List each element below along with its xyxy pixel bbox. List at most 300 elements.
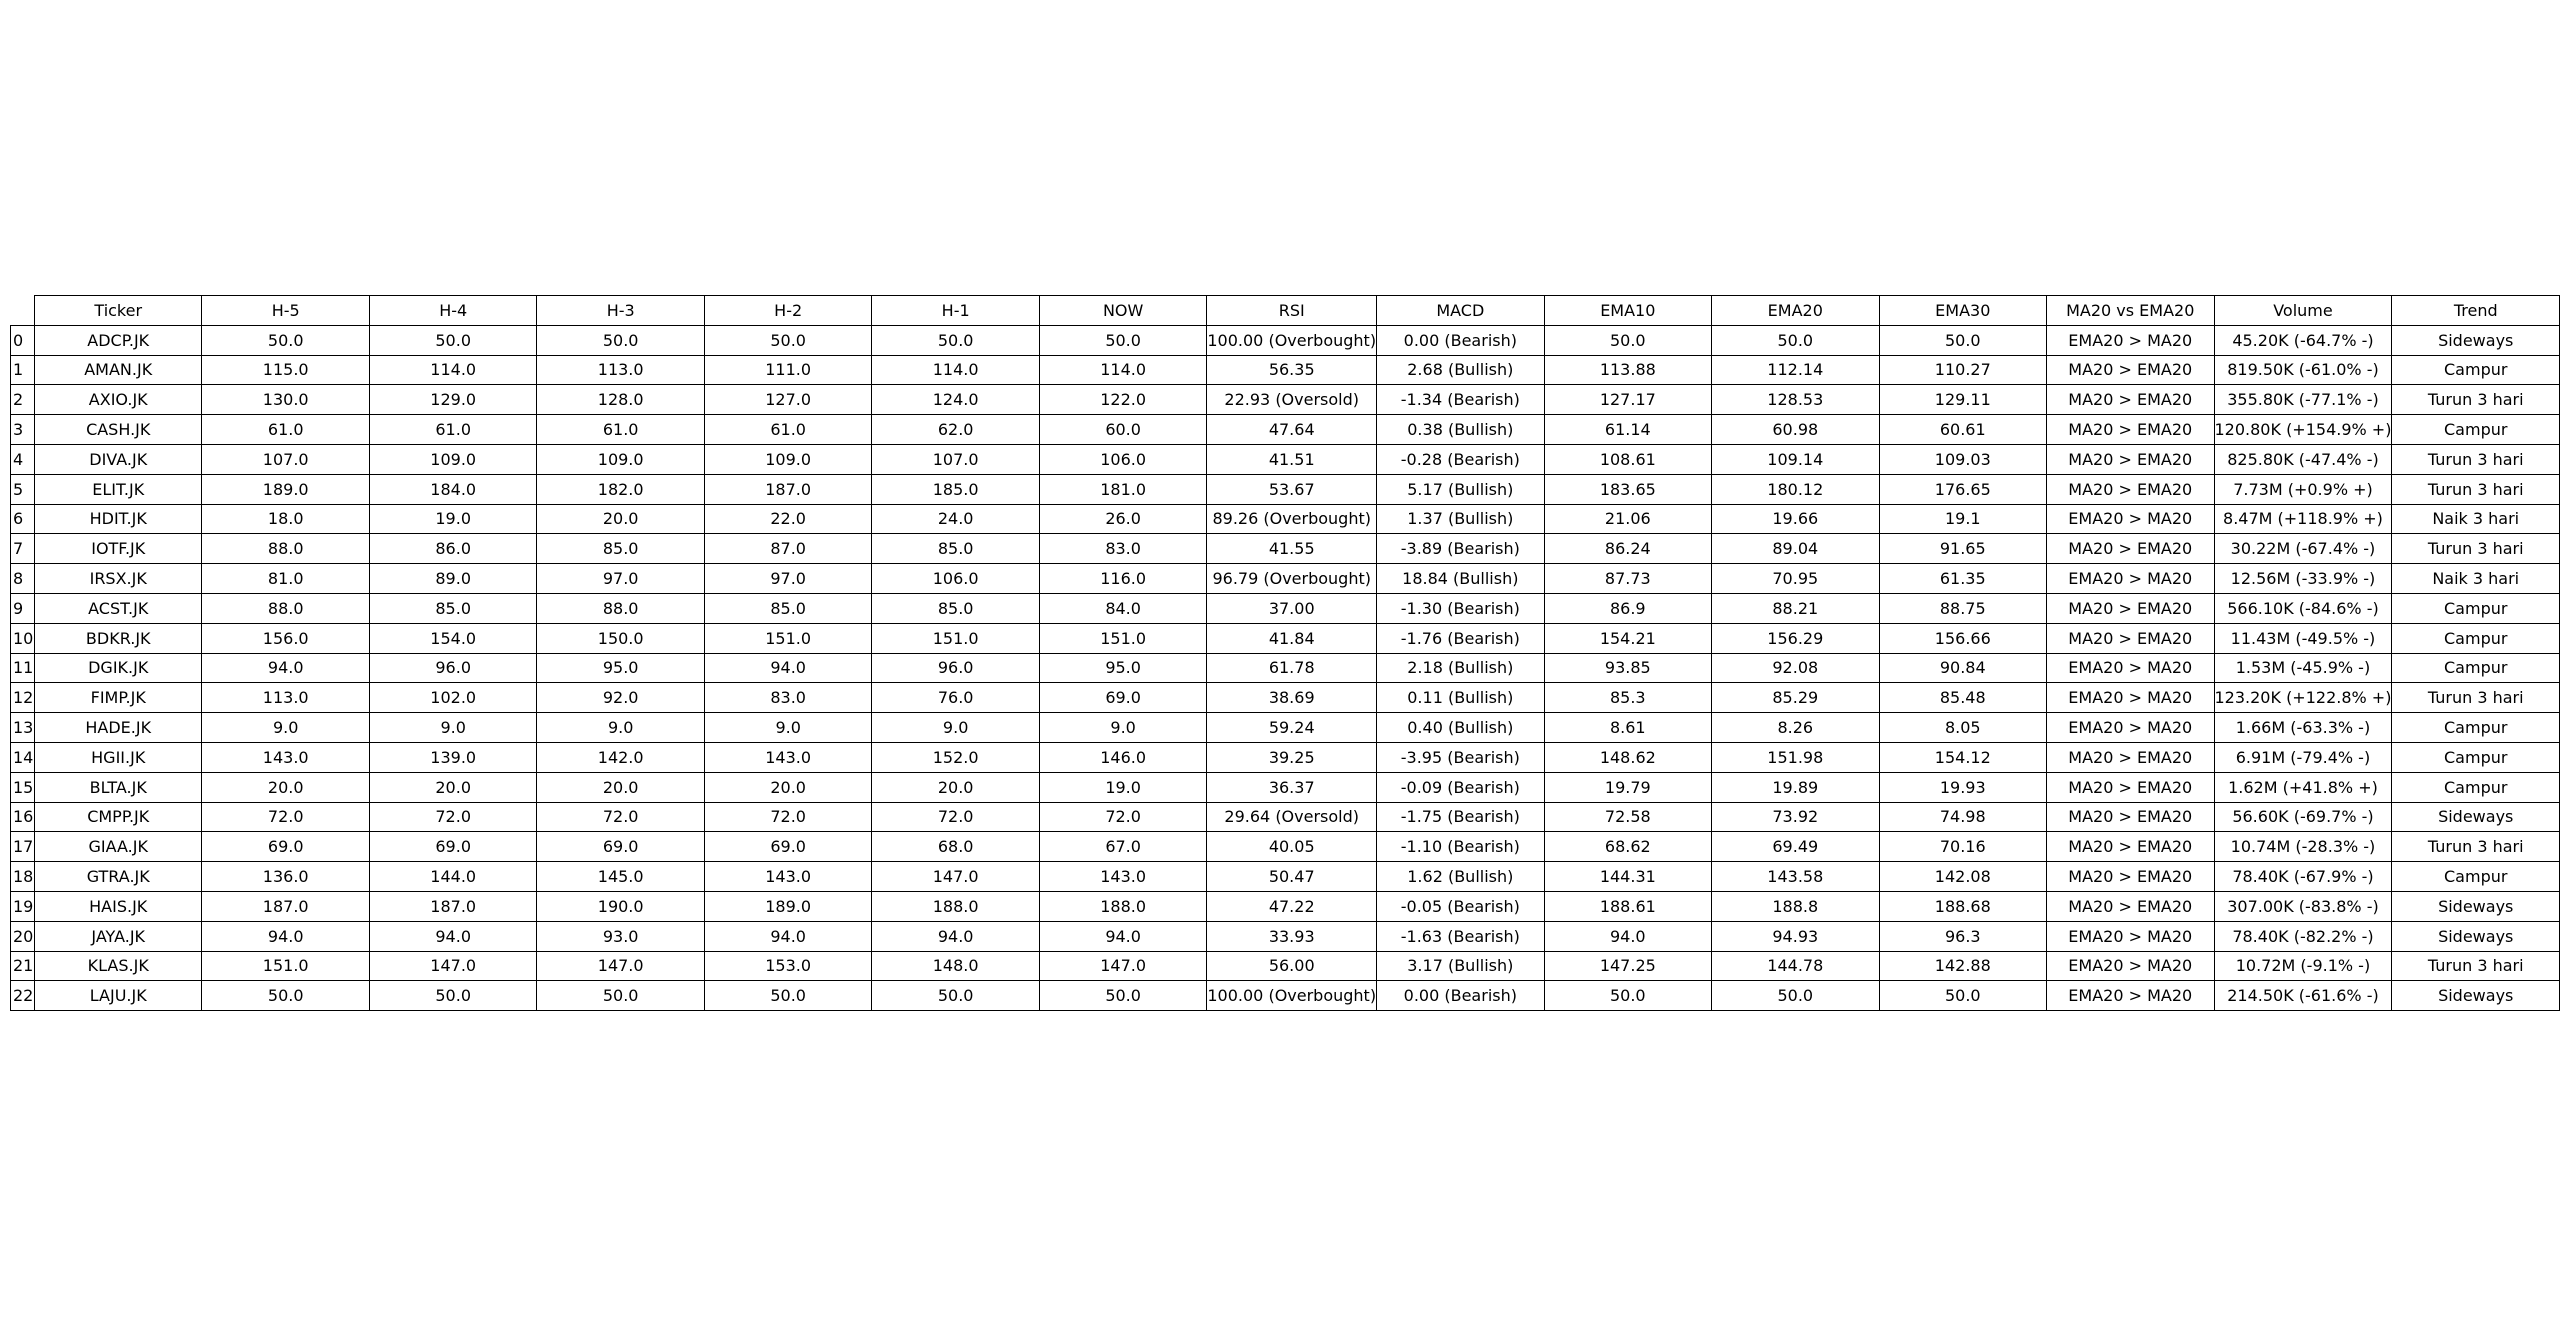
table-row [11,325,2560,355]
table-cell: 88.75 [1879,593,2046,623]
table-cell: 61.0 [369,415,536,445]
table-cell: 19.79 [1544,772,1711,802]
table-cell: 144.78 [1712,951,1879,981]
table-cell: 20.0 [872,772,1039,802]
table-cell: 78.40K (-82.2% -) [2214,921,2392,951]
table-cell: 69.0 [1039,683,1206,713]
table-cell: 60.0 [1039,415,1206,445]
table-cell: 136.0 [202,862,369,892]
row-index: 8 [11,564,35,594]
column-header: H-3 [537,296,704,326]
table-cell: HADE.JK [34,713,201,743]
table-cell: 61.0 [704,415,871,445]
table-cell: 188.8 [1712,891,1879,921]
table-cell: 96.79 (Overbought) [1207,564,1377,594]
table-cell: Campur [2392,623,2560,653]
table-cell: 189.0 [202,474,369,504]
table-cell: MA20 > EMA20 [2047,891,2214,921]
table-cell: 94.0 [202,921,369,951]
table-row [11,385,2560,415]
table-cell: 20.0 [704,772,871,802]
row-index: 5 [11,474,35,504]
table-cell: 20.0 [537,504,704,534]
table-cell: 129.0 [369,385,536,415]
table-cell: 69.0 [369,832,536,862]
table-cell: 94.0 [704,921,871,951]
table-cell: JAYA.JK [34,921,201,951]
table-cell: 184.0 [369,474,536,504]
table-cell: -1.75 (Bearish) [1377,802,1544,832]
table-cell: Campur [2392,355,2560,385]
table-cell: 88.0 [537,593,704,623]
table-cell: Turun 3 hari [2392,832,2560,862]
table-row [11,474,2560,504]
table-cell: 109.0 [537,444,704,474]
table-cell: EMA20 > MA20 [2047,921,2214,951]
table-cell: 111.0 [704,355,871,385]
table-row [11,593,2560,623]
table-cell: 151.0 [202,951,369,981]
table-cell: 1.62 (Bullish) [1377,862,1544,892]
table-cell: GTRA.JK [34,862,201,892]
table-cell: MA20 > EMA20 [2047,534,2214,564]
table-cell: 47.22 [1207,891,1377,921]
table-cell: 9.0 [1039,713,1206,743]
table-cell: 89.04 [1712,534,1879,564]
table-cell: MA20 > EMA20 [2047,802,2214,832]
table-cell: 147.25 [1544,951,1711,981]
table-cell: 94.0 [202,653,369,683]
table-row [11,564,2560,594]
table-cell: 1.62M (+41.8% +) [2214,772,2392,802]
table-cell: 95.0 [1039,653,1206,683]
table-cell: -1.30 (Bearish) [1377,593,1544,623]
table-cell: 147.0 [369,951,536,981]
table-cell: 143.0 [704,862,871,892]
row-index: 15 [11,772,35,802]
table-cell: 127.0 [704,385,871,415]
table-cell: 94.93 [1712,921,1879,951]
table-cell: MA20 > EMA20 [2047,474,2214,504]
table-cell: 92.08 [1712,653,1879,683]
table-cell: 188.68 [1879,891,2046,921]
table-cell: -1.76 (Bearish) [1377,623,1544,653]
table-cell: 8.05 [1879,713,2046,743]
table-cell: 53.67 [1207,474,1377,504]
table-cell: 50.0 [1879,981,2046,1011]
table-cell: 61.0 [537,415,704,445]
table-cell: 110.27 [1879,355,2046,385]
table-cell: Campur [2392,415,2560,445]
table-cell: 114.0 [369,355,536,385]
row-index: 20 [11,921,35,951]
table-cell: IOTF.JK [34,534,201,564]
table-cell: 143.0 [202,742,369,772]
table-cell: Turun 3 hari [2392,951,2560,981]
table-cell: Naik 3 hari [2392,564,2560,594]
row-index: 6 [11,504,35,534]
table-cell: 129.11 [1879,385,2046,415]
column-header: Volume [2214,296,2392,326]
table-cell: 151.98 [1712,742,1879,772]
row-index: 19 [11,891,35,921]
table-cell: 142.0 [537,742,704,772]
table-cell: 113.0 [537,355,704,385]
table-cell: 61.14 [1544,415,1711,445]
table-cell: Campur [2392,713,2560,743]
table-cell: 50.0 [202,981,369,1011]
table-cell: 139.0 [369,742,536,772]
table-cell: 19.0 [369,504,536,534]
table-cell: 142.88 [1879,951,2046,981]
table-cell: 91.65 [1879,534,2046,564]
table-cell: 115.0 [202,355,369,385]
table-cell: 108.61 [1544,444,1711,474]
table-cell: 78.40K (-67.9% -) [2214,862,2392,892]
table-cell: 2.18 (Bullish) [1377,653,1544,683]
column-header: MACD [1377,296,1544,326]
table-cell: HAIS.JK [34,891,201,921]
table-cell: 26.0 [1039,504,1206,534]
table-cell: 70.95 [1712,564,1879,594]
table-cell: Turun 3 hari [2392,385,2560,415]
table-cell: 112.14 [1712,355,1879,385]
row-index: 17 [11,832,35,862]
table-cell: 86.9 [1544,593,1711,623]
table-cell: 6.91M (-79.4% -) [2214,742,2392,772]
table-cell: 69.0 [704,832,871,862]
table-cell: 72.0 [369,802,536,832]
table-cell: 19.93 [1879,772,2046,802]
table-cell: 19.89 [1712,772,1879,802]
table-cell: 96.3 [1879,921,2046,951]
table-row [11,891,2560,921]
table-cell: 142.08 [1879,862,2046,892]
table-cell: Turun 3 hari [2392,444,2560,474]
table-cell: 148.62 [1544,742,1711,772]
table-cell: 29.64 (Oversold) [1207,802,1377,832]
table-cell: 95.0 [537,653,704,683]
table-cell: 109.14 [1712,444,1879,474]
column-header: Ticker [34,296,201,326]
table-cell: EMA20 > MA20 [2047,683,2214,713]
table-cell: 1.66M (-63.3% -) [2214,713,2392,743]
table-cell: 36.37 [1207,772,1377,802]
table-cell: ACST.JK [34,593,201,623]
row-index: 22 [11,981,35,1011]
table-row [11,772,2560,802]
table-cell: HGII.JK [34,742,201,772]
column-header: EMA30 [1879,296,2046,326]
table-cell: 97.0 [704,564,871,594]
table-cell: 72.0 [1039,802,1206,832]
table-cell: 9.0 [704,713,871,743]
table-cell: Sideways [2392,325,2560,355]
table-cell: 9.0 [369,713,536,743]
table-cell: 113.88 [1544,355,1711,385]
table-cell: DIVA.JK [34,444,201,474]
table-cell: 114.0 [1039,355,1206,385]
table-cell: -0.05 (Bearish) [1377,891,1544,921]
table-cell: 825.80K (-47.4% -) [2214,444,2392,474]
table-cell: 83.0 [704,683,871,713]
table-cell: 88.0 [202,534,369,564]
column-header: MA20 vs EMA20 [2047,296,2214,326]
table-cell: 72.58 [1544,802,1711,832]
table-cell: 83.0 [1039,534,1206,564]
table-cell: 176.65 [1879,474,2046,504]
table-cell: 154.12 [1879,742,2046,772]
table-cell: 127.17 [1544,385,1711,415]
table-cell: 19.1 [1879,504,2046,534]
table-cell: 154.0 [369,623,536,653]
table-cell: 90.84 [1879,653,2046,683]
row-index: 12 [11,683,35,713]
table-cell: HDIT.JK [34,504,201,534]
table-cell: 100.00 (Overbought) [1207,981,1377,1011]
table-cell: 50.0 [704,981,871,1011]
table-cell: 69.49 [1712,832,1879,862]
table-cell: 188.0 [872,891,1039,921]
table-cell: 61.0 [202,415,369,445]
table-cell: 94.0 [369,921,536,951]
table-cell: MA20 > EMA20 [2047,593,2214,623]
table-cell: 50.0 [537,325,704,355]
table-row [11,623,2560,653]
table-cell: BLTA.JK [34,772,201,802]
table-cell: CMPP.JK [34,802,201,832]
table-cell: 116.0 [1039,564,1206,594]
table-cell: 86.24 [1544,534,1711,564]
column-header: EMA20 [1712,296,1879,326]
table-cell: ELIT.JK [34,474,201,504]
table-cell: 67.0 [1039,832,1206,862]
table-cell: 45.20K (-64.7% -) [2214,325,2392,355]
table-cell: 0.00 (Bearish) [1377,981,1544,1011]
table-cell: 21.06 [1544,504,1711,534]
table-cell: 124.0 [872,385,1039,415]
table-cell: 189.0 [704,891,871,921]
row-index: 16 [11,802,35,832]
table-cell: 123.20K (+122.8% +) [2214,683,2392,713]
table-cell: 109.0 [704,444,871,474]
table-cell: 151.0 [1039,623,1206,653]
table-cell: MA20 > EMA20 [2047,415,2214,445]
table-cell: ADCP.JK [34,325,201,355]
table-cell: 93.0 [537,921,704,951]
table-cell: 143.0 [704,742,871,772]
table-cell: 151.0 [872,623,1039,653]
table-cell: 89.0 [369,564,536,594]
table-cell: 72.0 [704,802,871,832]
table-cell: 183.65 [1544,474,1711,504]
table-cell: 9.0 [202,713,369,743]
table-cell: 50.0 [202,325,369,355]
table-cell: -1.34 (Bearish) [1377,385,1544,415]
table-cell: 187.0 [202,891,369,921]
table-row [11,951,2560,981]
table-row [11,534,2560,564]
column-header: NOW [1039,296,1206,326]
table-cell: 76.0 [872,683,1039,713]
table-cell: 19.0 [1039,772,1206,802]
table-cell: 50.0 [537,981,704,1011]
table-cell: 22.0 [704,504,871,534]
table-cell: 120.80K (+154.9% +) [2214,415,2392,445]
table-cell: 182.0 [537,474,704,504]
table-cell: 8.26 [1712,713,1879,743]
table-cell: LAJU.JK [34,981,201,1011]
table-cell: Campur [2392,862,2560,892]
table-cell: 8.47M (+118.9% +) [2214,504,2392,534]
table-cell: 40.05 [1207,832,1377,862]
table-cell: Turun 3 hari [2392,534,2560,564]
table-cell: GIAA.JK [34,832,201,862]
table-cell: 20.0 [537,772,704,802]
table-cell: AMAN.JK [34,355,201,385]
row-index: 21 [11,951,35,981]
table-cell: 85.0 [704,593,871,623]
table-cell: 88.21 [1712,593,1879,623]
table-cell: 50.0 [369,981,536,1011]
table-cell: 85.48 [1879,683,2046,713]
table-cell: 180.12 [1712,474,1879,504]
table-cell: -1.63 (Bearish) [1377,921,1544,951]
table-cell: 94.0 [872,921,1039,951]
table-cell: 9.0 [537,713,704,743]
table-cell: Sideways [2392,981,2560,1011]
row-index: 2 [11,385,35,415]
table-cell: EMA20 > MA20 [2047,981,2214,1011]
table-cell: 85.0 [872,534,1039,564]
table-cell: 72.0 [872,802,1039,832]
table-cell: 56.00 [1207,951,1377,981]
table-cell: 107.0 [202,444,369,474]
table-cell: 128.53 [1712,385,1879,415]
table-cell: Campur [2392,772,2560,802]
table-cell: 85.3 [1544,683,1711,713]
table-cell: -1.10 (Bearish) [1377,832,1544,862]
table-cell: 22.93 (Oversold) [1207,385,1377,415]
table-cell: 85.0 [872,593,1039,623]
table-cell: 50.0 [1039,981,1206,1011]
table-cell: 68.0 [872,832,1039,862]
table-cell: 81.0 [202,564,369,594]
table-cell: CASH.JK [34,415,201,445]
table-cell: 37.00 [1207,593,1377,623]
table-cell: 130.0 [202,385,369,415]
table-cell: 92.0 [537,683,704,713]
table-cell: 156.0 [202,623,369,653]
table-cell: 150.0 [537,623,704,653]
row-index: 4 [11,444,35,474]
table-cell: 85.0 [369,593,536,623]
table-cell: 97.0 [537,564,704,594]
table-cell: 88.0 [202,593,369,623]
table-cell: Campur [2392,653,2560,683]
table-cell: 33.93 [1207,921,1377,951]
table-cell: 147.0 [1039,951,1206,981]
row-index: 13 [11,713,35,743]
table-cell: 50.0 [1544,325,1711,355]
table-cell: MA20 > EMA20 [2047,832,2214,862]
table-cell: 146.0 [1039,742,1206,772]
table-cell: 50.0 [704,325,871,355]
table-cell: 20.0 [369,772,536,802]
table-cell: 30.22M (-67.4% -) [2214,534,2392,564]
table-cell: 41.51 [1207,444,1377,474]
table-cell: 113.0 [202,683,369,713]
table-cell: 50.0 [1879,325,2046,355]
column-header: H-4 [369,296,536,326]
table-cell: 10.74M (-28.3% -) [2214,832,2392,862]
row-index: 0 [11,325,35,355]
table-cell: 94.0 [1544,921,1711,951]
table-cell: 355.80K (-77.1% -) [2214,385,2392,415]
table-cell: 188.61 [1544,891,1711,921]
table-row [11,415,2560,445]
table-cell: 148.0 [872,951,1039,981]
row-index: 9 [11,593,35,623]
table-cell: 41.55 [1207,534,1377,564]
table-cell: 1.37 (Bullish) [1377,504,1544,534]
table-cell: MA20 > EMA20 [2047,355,2214,385]
table-cell: 185.0 [872,474,1039,504]
table-cell: 50.0 [369,325,536,355]
table-cell: 96.0 [369,653,536,683]
table-cell: 87.0 [704,534,871,564]
stock-table [10,295,2560,1011]
column-header: H-2 [704,296,871,326]
table-cell: 143.0 [1039,862,1206,892]
table-cell: KLAS.JK [34,951,201,981]
table-cell: 20.0 [202,772,369,802]
table-cell: 2.68 (Bullish) [1377,355,1544,385]
table-cell: 128.0 [537,385,704,415]
table-cell: 143.58 [1712,862,1879,892]
table-cell: 50.0 [1712,981,1879,1011]
table-cell: 18.84 (Bullish) [1377,564,1544,594]
table-cell: 74.98 [1879,802,2046,832]
table-cell: EMA20 > MA20 [2047,325,2214,355]
table-cell: 9.0 [872,713,1039,743]
column-header: Trend [2392,296,2560,326]
table-cell: -0.09 (Bearish) [1377,772,1544,802]
table-cell: 85.29 [1712,683,1879,713]
table-cell: IRSX.JK [34,564,201,594]
table-cell: 93.85 [1544,653,1711,683]
table-cell: 109.03 [1879,444,2046,474]
table-cell: 153.0 [704,951,871,981]
table-cell: EMA20 > MA20 [2047,951,2214,981]
table-cell: 147.0 [872,862,1039,892]
table-row [11,981,2560,1011]
table-cell: 85.0 [537,534,704,564]
table-cell: 96.0 [872,653,1039,683]
table-cell: 50.47 [1207,862,1377,892]
table-cell: 181.0 [1039,474,1206,504]
table-cell: 62.0 [872,415,1039,445]
index-header [11,296,35,326]
table-cell: EMA20 > MA20 [2047,564,2214,594]
table-row [11,832,2560,862]
table-cell: 50.0 [1544,981,1711,1011]
row-index: 11 [11,653,35,683]
table-cell: Turun 3 hari [2392,683,2560,713]
table-cell: 18.0 [202,504,369,534]
table-cell: 144.31 [1544,862,1711,892]
table-cell: 10.72M (-9.1% -) [2214,951,2392,981]
